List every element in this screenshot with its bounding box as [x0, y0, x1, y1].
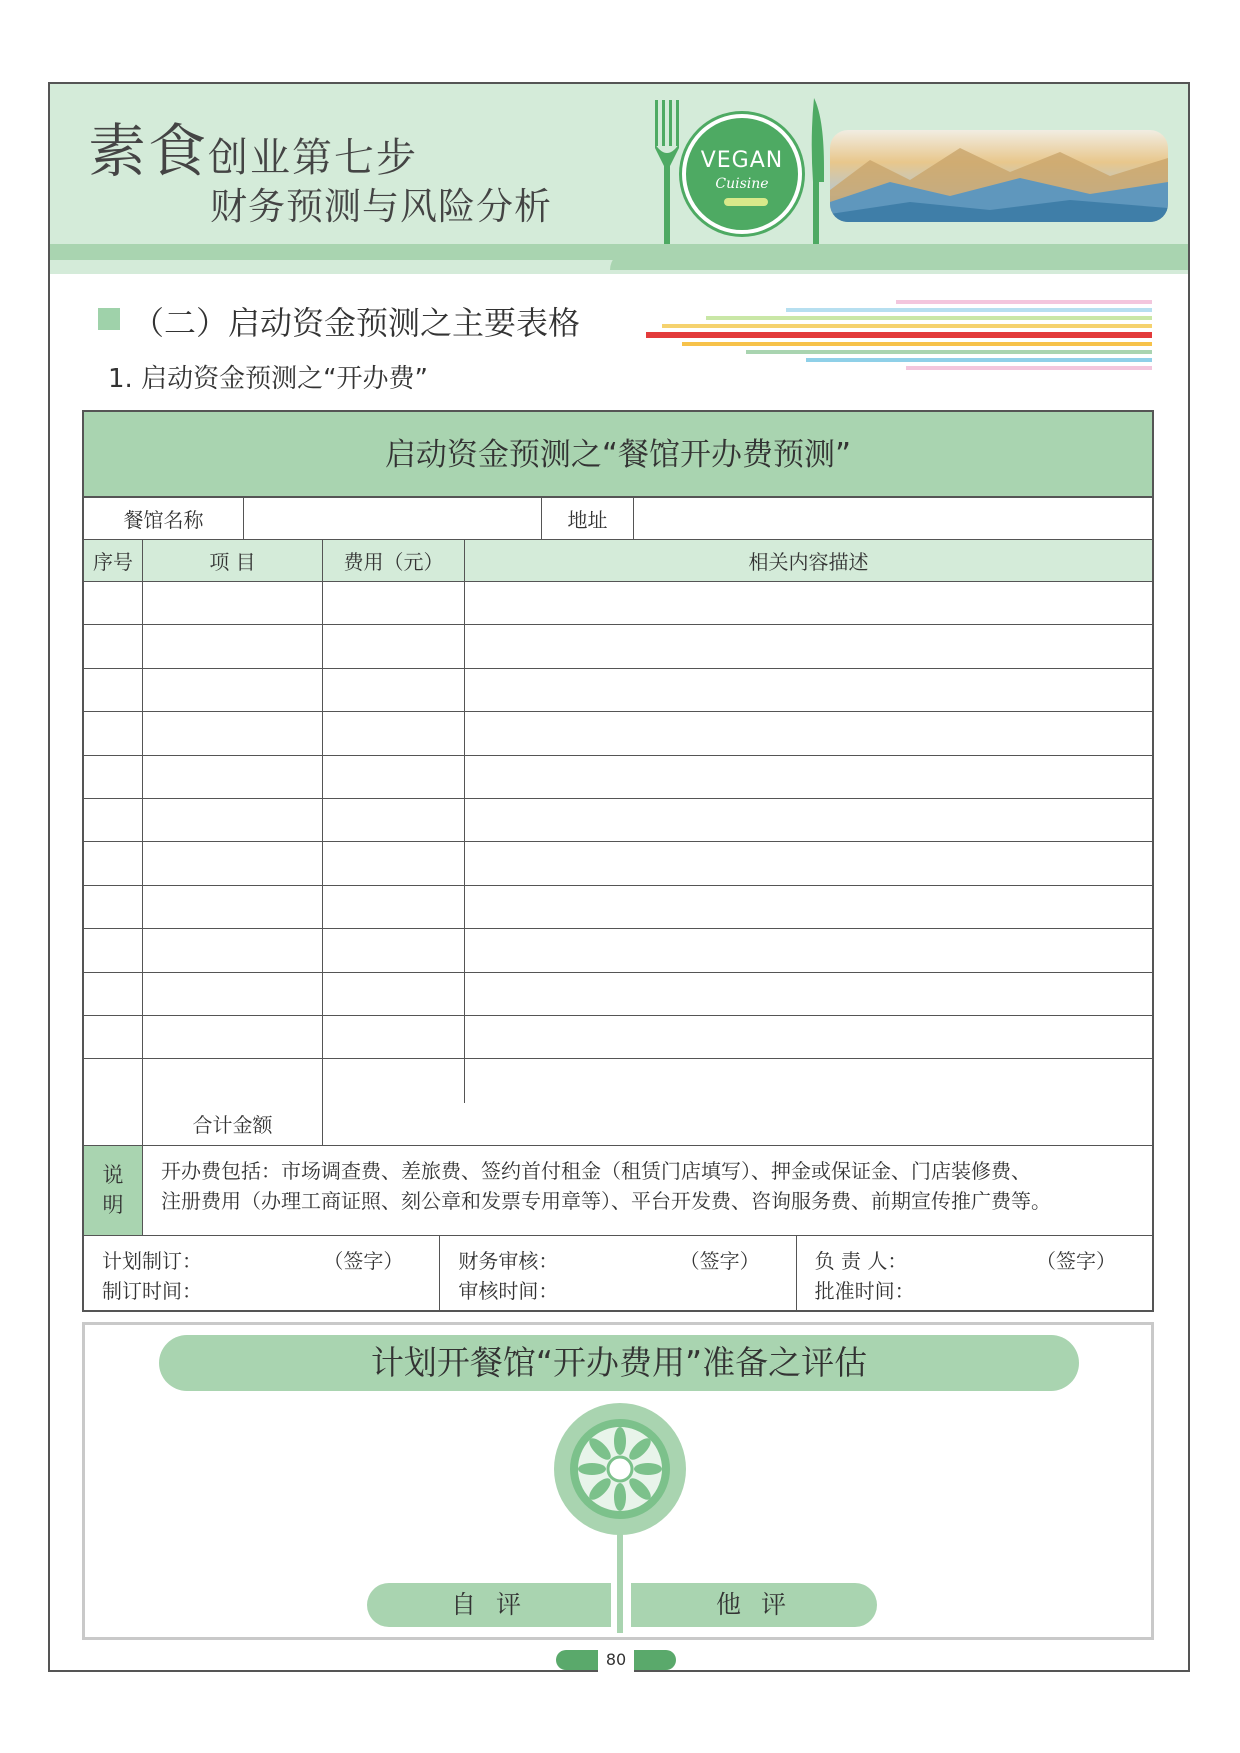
- row-cost-cell[interactable]: [323, 712, 465, 754]
- table-row: [84, 712, 1152, 755]
- page-header: [50, 84, 1188, 274]
- row-cost-cell[interactable]: [323, 625, 465, 667]
- vegan-cuisine-logo: VEGAN Cuisine: [682, 114, 802, 234]
- table-header-row: [84, 540, 1152, 582]
- row-cost-cell[interactable]: [323, 756, 465, 798]
- row-description-cell[interactable]: [465, 973, 1152, 1015]
- row-description-cell[interactable]: [465, 756, 1152, 798]
- mountain-landscape-image: [830, 130, 1168, 222]
- self-evaluation-button[interactable]: 自 评: [367, 1583, 611, 1627]
- row-number-cell[interactable]: [84, 929, 143, 971]
- plan-maker-signature: （签字）: [323, 1248, 404, 1273]
- signature-row: [84, 1236, 1152, 1310]
- row-item-cell[interactable]: [143, 582, 323, 624]
- header-subtitle: 财务预测与风险分析: [210, 185, 552, 228]
- section-subtitle: 1. 启动资金预测之“开办费”: [108, 364, 429, 394]
- flower-stem: [617, 1533, 623, 1633]
- row-item-cell[interactable]: [143, 973, 323, 1015]
- table-row: [84, 929, 1152, 972]
- decorative-stripes: [646, 298, 1152, 378]
- row-cost-cell[interactable]: [323, 973, 465, 1015]
- row-number-cell[interactable]: [84, 973, 143, 1015]
- row-number-cell[interactable]: [84, 1059, 143, 1102]
- table-row: [84, 625, 1152, 668]
- row-number-cell[interactable]: [84, 842, 143, 884]
- row-number-cell[interactable]: [84, 625, 143, 667]
- finance-review-label: 财务审核：: [458, 1248, 559, 1273]
- evaluation-box: [82, 1322, 1154, 1640]
- row-cost-cell[interactable]: [323, 886, 465, 928]
- total-amount-field[interactable]: [323, 1103, 1152, 1145]
- row-number-cell[interactable]: [84, 756, 143, 798]
- table-row: [84, 973, 1152, 1016]
- header-title: 素食创业第七步: [88, 117, 419, 185]
- restaurant-name-field[interactable]: [244, 498, 542, 539]
- table-row: [84, 582, 1152, 625]
- manager-signature: （签字）: [1035, 1248, 1116, 1273]
- page-number-text: 80: [598, 1648, 634, 1672]
- manager-label: 负 责 人：: [814, 1248, 908, 1273]
- row-description-cell[interactable]: [465, 1059, 1152, 1102]
- row-item-cell[interactable]: [143, 756, 323, 798]
- finance-signature-cell[interactable]: [440, 1236, 796, 1310]
- row-item-cell[interactable]: [143, 799, 323, 841]
- row-number-cell[interactable]: [84, 886, 143, 928]
- restaurant-name-label: 餐馆名称: [84, 498, 244, 539]
- review-date-label: 审核时间：: [458, 1278, 559, 1303]
- row-item-cell[interactable]: [143, 1016, 323, 1058]
- row-description-cell[interactable]: [465, 712, 1152, 754]
- row-item-cell[interactable]: [143, 886, 323, 928]
- row-description-cell[interactable]: [465, 669, 1152, 711]
- row-description-cell[interactable]: [465, 886, 1152, 928]
- address-label: 地址: [542, 498, 634, 539]
- plan-maker-label: 计划制订：: [102, 1248, 202, 1273]
- total-label: 合计金额: [143, 1103, 323, 1145]
- plan-date-label: 制订时间：: [102, 1278, 202, 1303]
- row-description-cell[interactable]: [465, 842, 1152, 884]
- row-number-cell[interactable]: [84, 669, 143, 711]
- row-number-cell[interactable]: [84, 712, 143, 754]
- col-header-cost: 费用（元）: [323, 540, 465, 581]
- flower-icon: [554, 1403, 686, 1535]
- total-blank-cell: [84, 1103, 143, 1145]
- row-cost-cell[interactable]: [323, 842, 465, 884]
- row-cost-cell[interactable]: [323, 929, 465, 971]
- row-number-cell[interactable]: [84, 582, 143, 624]
- col-header-description: 相关内容描述: [748, 550, 869, 574]
- startup-cost-table: [82, 410, 1154, 1312]
- table-row: [84, 1059, 1152, 1102]
- row-description-cell[interactable]: [465, 1016, 1152, 1058]
- note-text: 开办费包括：市场调查费、差旅费、签约首付租金（租赁门店填写）、押金或保证金、门店装修费、 注册费用（办理工商证照、刻公章和发票专用章等）、平台开发费、咨询服务费、前期宣传推广费等。: [161, 1158, 1051, 1213]
- row-description-cell[interactable]: [465, 799, 1152, 841]
- row-cost-cell[interactable]: [323, 799, 465, 841]
- row-item-cell[interactable]: [143, 669, 323, 711]
- row-number-cell[interactable]: [84, 799, 143, 841]
- row-item-cell[interactable]: [143, 1059, 323, 1102]
- row-item-cell[interactable]: [143, 929, 323, 971]
- table-title: 启动资金预测之“餐馆开办费预测”: [84, 412, 1152, 498]
- row-cost-cell[interactable]: [323, 582, 465, 624]
- row-number-cell[interactable]: [84, 1016, 143, 1058]
- note-label: 说 明: [84, 1146, 143, 1235]
- address-field[interactable]: [634, 498, 1152, 539]
- fork-icon: [654, 100, 680, 250]
- table-row: [84, 756, 1152, 799]
- plan-signature-cell[interactable]: [84, 1236, 440, 1310]
- page-number: [556, 1648, 676, 1672]
- section-bullet: [98, 308, 120, 330]
- total-row: [84, 1103, 1152, 1146]
- approval-date-label: 批准时间：: [814, 1278, 915, 1303]
- finance-review-signature: （签字）: [679, 1248, 760, 1273]
- section-title: （二）启动资金预测之主要表格: [132, 304, 581, 342]
- manager-signature-cell[interactable]: [797, 1236, 1152, 1310]
- col-header-number: 序号: [84, 540, 143, 581]
- col-header-item: 项 目: [143, 540, 323, 581]
- row-cost-cell[interactable]: [323, 669, 465, 711]
- row-description-cell[interactable]: [465, 582, 1152, 624]
- table-row: [84, 886, 1152, 929]
- table-row: [84, 799, 1152, 842]
- row-description-cell[interactable]: [465, 929, 1152, 971]
- table-row: [84, 842, 1152, 885]
- table-row: [84, 1016, 1152, 1059]
- note-row: [84, 1146, 1152, 1236]
- evaluation-title: 计划开餐馆“开办费用”准备之评估: [159, 1335, 1079, 1391]
- row-cost-cell[interactable]: [323, 1016, 465, 1058]
- peer-evaluation-button[interactable]: 他 评: [631, 1583, 877, 1627]
- row-item-cell[interactable]: [143, 842, 323, 884]
- row-item-cell[interactable]: [143, 625, 323, 667]
- knife-icon: [808, 98, 824, 248]
- row-description-cell[interactable]: [465, 625, 1152, 667]
- row-item-cell[interactable]: [143, 712, 323, 754]
- table-row: [84, 669, 1152, 712]
- restaurant-info-row: [84, 498, 1152, 540]
- row-cost-cell[interactable]: [323, 1059, 465, 1102]
